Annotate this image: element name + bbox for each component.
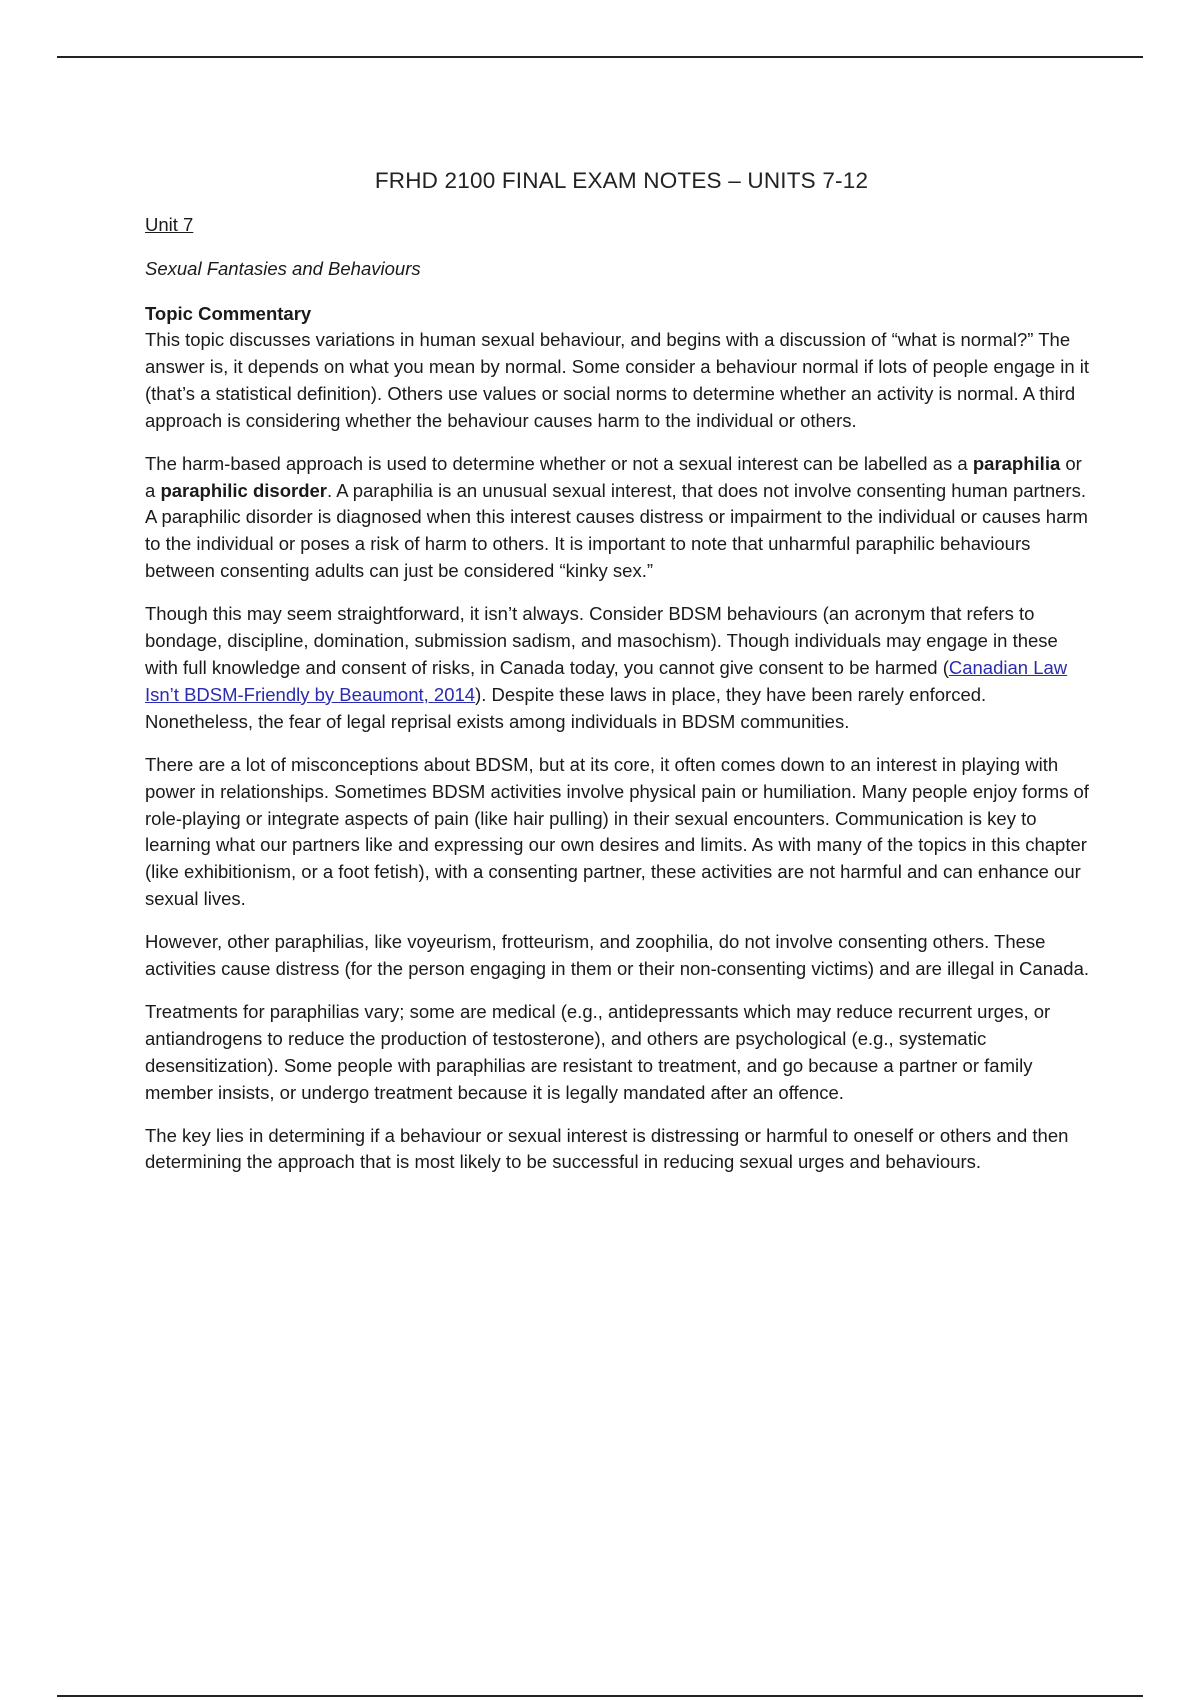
document-title: FRHD 2100 FINAL EXAM NOTES – UNITS 7-12: [374, 168, 869, 193]
beaumont-article-link[interactable]: Canadian Law Isn’t BDSM-Friendly by Beaumont, 2014: [145, 656, 1068, 705]
unit-label: Unit 7: [145, 214, 194, 235]
paragraph-6: Treatments for paraphilias vary; some are medical (e.g., antidepressants which may reduce recurrent urges, or antiandrogens to reduce the production of testosterone), and others are psychological (e.g., systematic desensitization). Some people with paraphilias are resistant to treatment, and go because a partner or family member insists, or undergo treatment because it is legally mandated after an offence.: [145, 1000, 1051, 1103]
paragraph-3-text: Though this may seem straightforward, it isn’t always. Consider BDSM behaviours (an acronym that refers to bondage, discipline, domination, submission sadism, and masochism). Though individuals may engage in these with full knowledge and consent of risks, in Canada today, you cannot give consent to be harmed (: [145, 603, 1058, 678]
term-paraphilic-disorder: paraphilic disorder: [160, 479, 327, 501]
page-content: [145, 168, 1090, 1192]
section-title: Sexual Fantasies and Behaviours: [145, 258, 421, 279]
header-rule: [57, 56, 1143, 58]
topic-heading: Topic Commentary: [145, 303, 312, 324]
paragraph-7: The key lies in determining if a behaviour or sexual interest is distressing or harmful to oneself or others and then determining the approach that is most likely to be successful in reducing sexual urges and behaviours.: [145, 1124, 1069, 1173]
paragraph-1: This topic discusses variations in human sexual behaviour, and begins with a discussion of “what is normal?” The answer is, it depends on what you mean by normal. Some consider a behaviour normal if lots of people engage in it (that’s a statistical definition). Others use values or social norms to determine whether an activity is normal. A third approach is considering whether the behaviour causes harm to the individual or others.: [145, 329, 1090, 431]
paragraph-2-text: . A paraphilia is an unusual sexual interest, that does not involve consenting human partners. A paraphilic disorder is diagnosed when this interest causes distress or impairment to the individual or causes harm to the individual or poses a risk of harm to others. It is important to note that unharmful paraphilic behaviours between consenting adults can just be considered “kinky sex.”: [145, 479, 1088, 582]
paragraph-5: However, other paraphilias, like voyeurism, frotteurism, and zoophilia, do not involve consenting others. These activities cause distress (for the person engaging in them or their non-consenting victims) and are illegal in Canada.: [145, 931, 1089, 980]
paragraph-2: [145, 451, 1090, 586]
term-paraphilia: paraphilia: [972, 452, 1061, 474]
paragraph-2-text: or a: [145, 452, 1082, 501]
paragraph-2-text: The harm-based approach is used to determine whether or not a sexual interest can be labelled as a: [145, 452, 973, 474]
paragraph-4: There are a lot of misconceptions about BDSM, but at its core, it often comes down to an interest in playing with power in relationships. Sometimes BDSM activities involve physical pain or humiliation. Many people enjoy forms of role-playing or integrate aspects of pain (like hair pulling) in their sexual encounters. Communication is key to learning what our partners like and expressing our own desires and limits. As with many of the topics in this chapter (like exhibitionism, or a foot fetish), with a consenting partner, these activities are not harmful and can enhance our sexual lives.: [145, 753, 1089, 910]
paragraph-3-text: ). Despite these laws in place, they have been rarely enforced. Nonetheless, the fear of legal reprisal exists among individuals in BDSM communities.: [145, 683, 987, 732]
footer-rule: [57, 1695, 1143, 1697]
paragraph-3: [145, 601, 1090, 736]
